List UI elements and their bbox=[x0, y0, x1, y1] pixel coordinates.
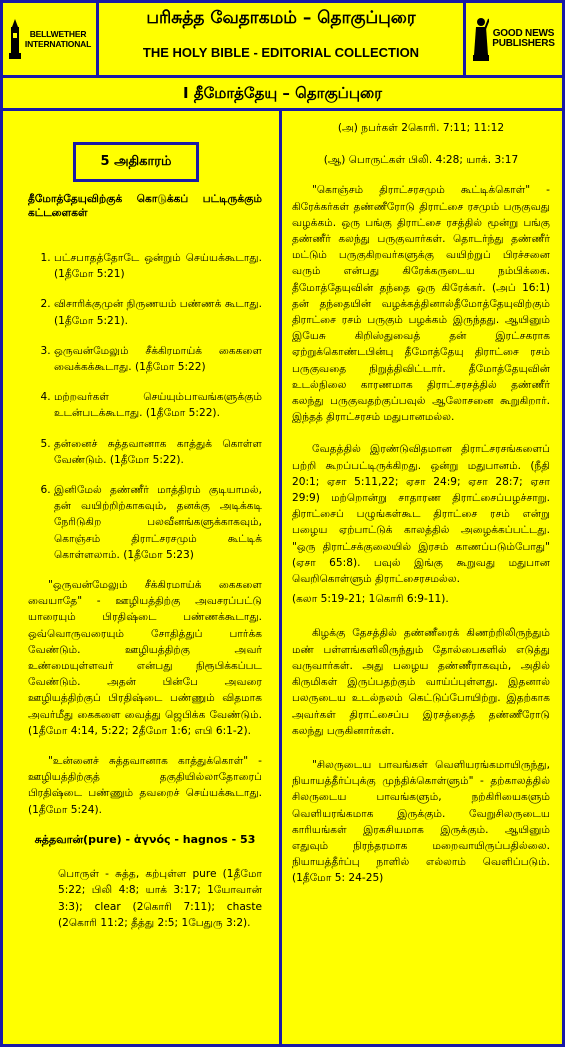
book-title-bar bbox=[3, 78, 562, 108]
good-news-logo bbox=[466, 3, 562, 75]
right-column-content bbox=[292, 120, 550, 901]
bell-tower-icon bbox=[8, 19, 22, 59]
right-logo-line-1: GOOD NEWS bbox=[492, 28, 555, 39]
commands-list bbox=[28, 250, 262, 563]
commands-heading: தீமோத்தேயுவிற்குக் கொடுக்கப் பட்டிருக்கும் கட்டளைகள் bbox=[28, 193, 262, 219]
chapter-label: 5 அதிகாரம் bbox=[73, 142, 199, 182]
reference-a: (அ) நபர்கள் 2கொரி. 7:11; 11:12 bbox=[337, 122, 505, 134]
list-item: 3. ஒருவன்மேலும் சீக்கிரமாய்க் கைகளை வைக்கக்கூடாது. (1தீமோ 5:22) bbox=[54, 343, 262, 375]
bellwether-logo bbox=[3, 3, 96, 75]
left-logo-line-2: INTERNATIONAL bbox=[24, 39, 92, 49]
paragraph: "ஒருவன்மேலும் சீக்கிரமாய்க் கைகளை வையாதே" - ஊழியத்திற்கு அவசரப்பட்டு யாரையும் பிரதிஷ்டை பண்ணக்கூடாது. ஒவ்வொருவரையும் சோதித்துப் பார்க்க வேண்டும். ஊழியத்திற்கு அவர் உண்மையுள்ளவர் என்பது நிரூபிக்கப்பட வேண்டும். அதன் பின்பே அவரை ஊழியத்திற்குப் பிரதிஷ்டை பண்ணும் விதமாக அவர்மீது கைகளை வைத்து ஜெபிக்க வேண்டும். (1தீமோ 4:14, 5:22; 2தீமோ 1:6; எபி 6:1-2). bbox=[28, 579, 262, 737]
header-title-english: THE HOLY BIBLE - EDITORIAL COLLECTION bbox=[142, 45, 420, 60]
list-item: 6. இனிமேல் தண்ணீர் மாத்திரம் குடியாமல், தன் வயிற்றிற்காகவும், தனக்கு அடிக்கடி நேரிடுகிற பலவீனங்களுக்காகவும், கொஞ்சம் திராட்சரசமும் கூட்டிக் கொள்ளலாம். (1தீமோ 5:23) bbox=[54, 482, 262, 563]
list-item: 5. தன்னைச் சுத்தவானாக காத்துக் கொள்ள வேண்டும். (1தீமோ 5:22). bbox=[54, 436, 262, 468]
right-logo-line-2: PUBLISHERS bbox=[492, 38, 555, 49]
left-column-content bbox=[28, 192, 262, 945]
word-meaning: பொருள் - சுத்த, கற்புள்ள pure (1தீமோ 5:22; பிலி 4:8; யாக் 3:17; 1யோவான் 3:3); clear (2கொரி 7:11); chaste (2கொரி 11:2; தீத்து 2:5; 1பேதுரு 3:2). bbox=[58, 868, 262, 929]
greek-word-line: சுத்தவான்(pure) - ἁγνός - hagnos - 53 bbox=[34, 832, 256, 846]
paragraph: "சிலருடைய பாவங்கள் வெளியரங்கமாயிருந்து, நியாயத்தீர்ப்புக்கு முந்திக்கொள்ளும்" - தற்காலத்தில் சிலருடைய பாவங்களும், நற்கிரியைகளும் வெளியரங்கமாக இருக்கும். வேறுசிலருடைய காரியங்கள் இரகசியமாக இருக்கும். ஆயினும் எதுவும் நிரந்தரமாக மறைவாயிருப்பதில்லை. நியாயத்தீர்ப்பு நாளில் எல்லாம் வெளிப்படும். (1தீமோ 5: 24-25) bbox=[292, 758, 550, 885]
paragraph: "கொஞ்சம் திராட்சரசமும் கூட்டிக்கொள்" - கிரேக்கர்கள் தண்ணீரோடு திராட்சை ரசமும் பருகுவது வழக்கம். ஒரு பங்கு திராட்சை ரசத்தில் மூன்று பங்கு தண்ணீர் கலந்து பருகுவார்கள். தொடர்ந்து தண்ணீர் மட்டும் பருகுகிறவர்களுக்கு வயிற்றுப் பிரச்சனை வரும் என்பது கிரேக்கருடைய நம்பிக்கை. தீமோத்தேயுவின் தந்தை ஒரு கிரேக்கர். (அப் 16:1) தன் தந்தையின் வழக்கத்தினால்தீமோத்தேயுவிற்கும் திராட்சை ரசம் பருகும் பழக்கம் இருந்தது. ஆயினும் இயேசு கிறிஸ்துவைத் தன் இரட்சகராக ஏற்றுக்கொண்டபின்பு தீமோத்தேயு திராட்சை ரசம் பருகுவதை நிறுத்திவிட்டார். தீமோத்தேயுவின் உடல்நிலை காரணமாக திராட்சரசத்தில் தண்ணீர் கலந்து பருகுவதற்குப்பவுல் ஆலோசனை கூறுகிறார். இந்தத் திராட்சரசம் மதுபானமல்ல. bbox=[292, 184, 550, 424]
herald-figure-icon bbox=[473, 17, 489, 61]
header-title-tamil: பரிசுத்த வேதாகமம் – தொகுப்புரை bbox=[146, 8, 416, 28]
left-logo-line-1: BELLWETHER bbox=[29, 29, 87, 39]
header-title-box bbox=[99, 3, 463, 75]
paragraph-refs: (கலா 5:19-21; 1கொரி 6:9-11). bbox=[292, 593, 449, 606]
list-item: 4. மற்றவர்கள் செய்யும்பாவங்களுக்கும் உடன்படக்கூடாது. (1தீமோ 5:22). bbox=[54, 389, 262, 421]
paragraph: "உன்னைச் சுத்தவானாக காத்துக்கொள்" - ஊழியத்திற்குத் தகுதியில்லாதோரைப் பிரதிஷ்டை பண்ணும் தவறைச் செய்யக்கூடாது. (1தீமோ 5:24). bbox=[28, 755, 262, 816]
paragraph: வேதத்தில் இரண்டுவிதமான திராட்சரசங்களைப் பற்றி கூறப்பட்டிருக்கிறது. ஒன்று மதுபானம். (நீதி 20:1; ஏசா 5:11,22; ஏசா 24:9; ஏசா 28:7; ஏசா 29:9) மற்றொன்று சாதாரண திராட்சைப்பழச்சாறு. திராட்சைப் பழுங்கள்கூட திராட்சை ரசம் என்று பழைய ஏற்பாட்டுக் காலத்தில் அழைக்கப்பட்டது. "ஒரு திராட்சக்குலையில் இரசம் காணப்படும்போது" (ஏசா 65:8). பவுல் இங்கு கூறுவது மதுபான வெறிகொள்ளும் திராட்சைரசமல்ல. bbox=[292, 443, 550, 586]
reference-b: (ஆ) பொருட்கள் பிலி. 4:28; யாக். 3:17 bbox=[323, 154, 519, 167]
list-item: 1. பட்சபாதத்தோடே ஒன்றும் செய்யக்கூடாது. (1தீமோ 5:21) bbox=[54, 250, 262, 282]
paragraph: கிழக்கு தேசத்தில் தண்ணீரைக் கிணற்றிலிருந்தும் மண் பள்ளங்களிலிருந்தும் தோல்பைகளில் எடுத்து வருவார்கள். அது பழைய தண்ணீராகவும், அதில் கிருமிகள் இருப்பதற்கும் வாய்ப்புள்ளது. இதனால் பலருடைய உடல்நலம் கெட்டுப்போயிற்று. இதற்காக அவர்கள் திராட்சைப்ப இரசத்தைத் தண்ணீரோடு கலந்து பருகினார்கள். bbox=[292, 627, 550, 737]
book-title: I தீமோத்தேயு – தொகுப்புரை bbox=[183, 84, 382, 102]
list-item: 2. விசாரிக்குமுன் நிருணயம் பண்ணக் கூடாது. (1தீமோ 5:21). bbox=[54, 296, 262, 328]
